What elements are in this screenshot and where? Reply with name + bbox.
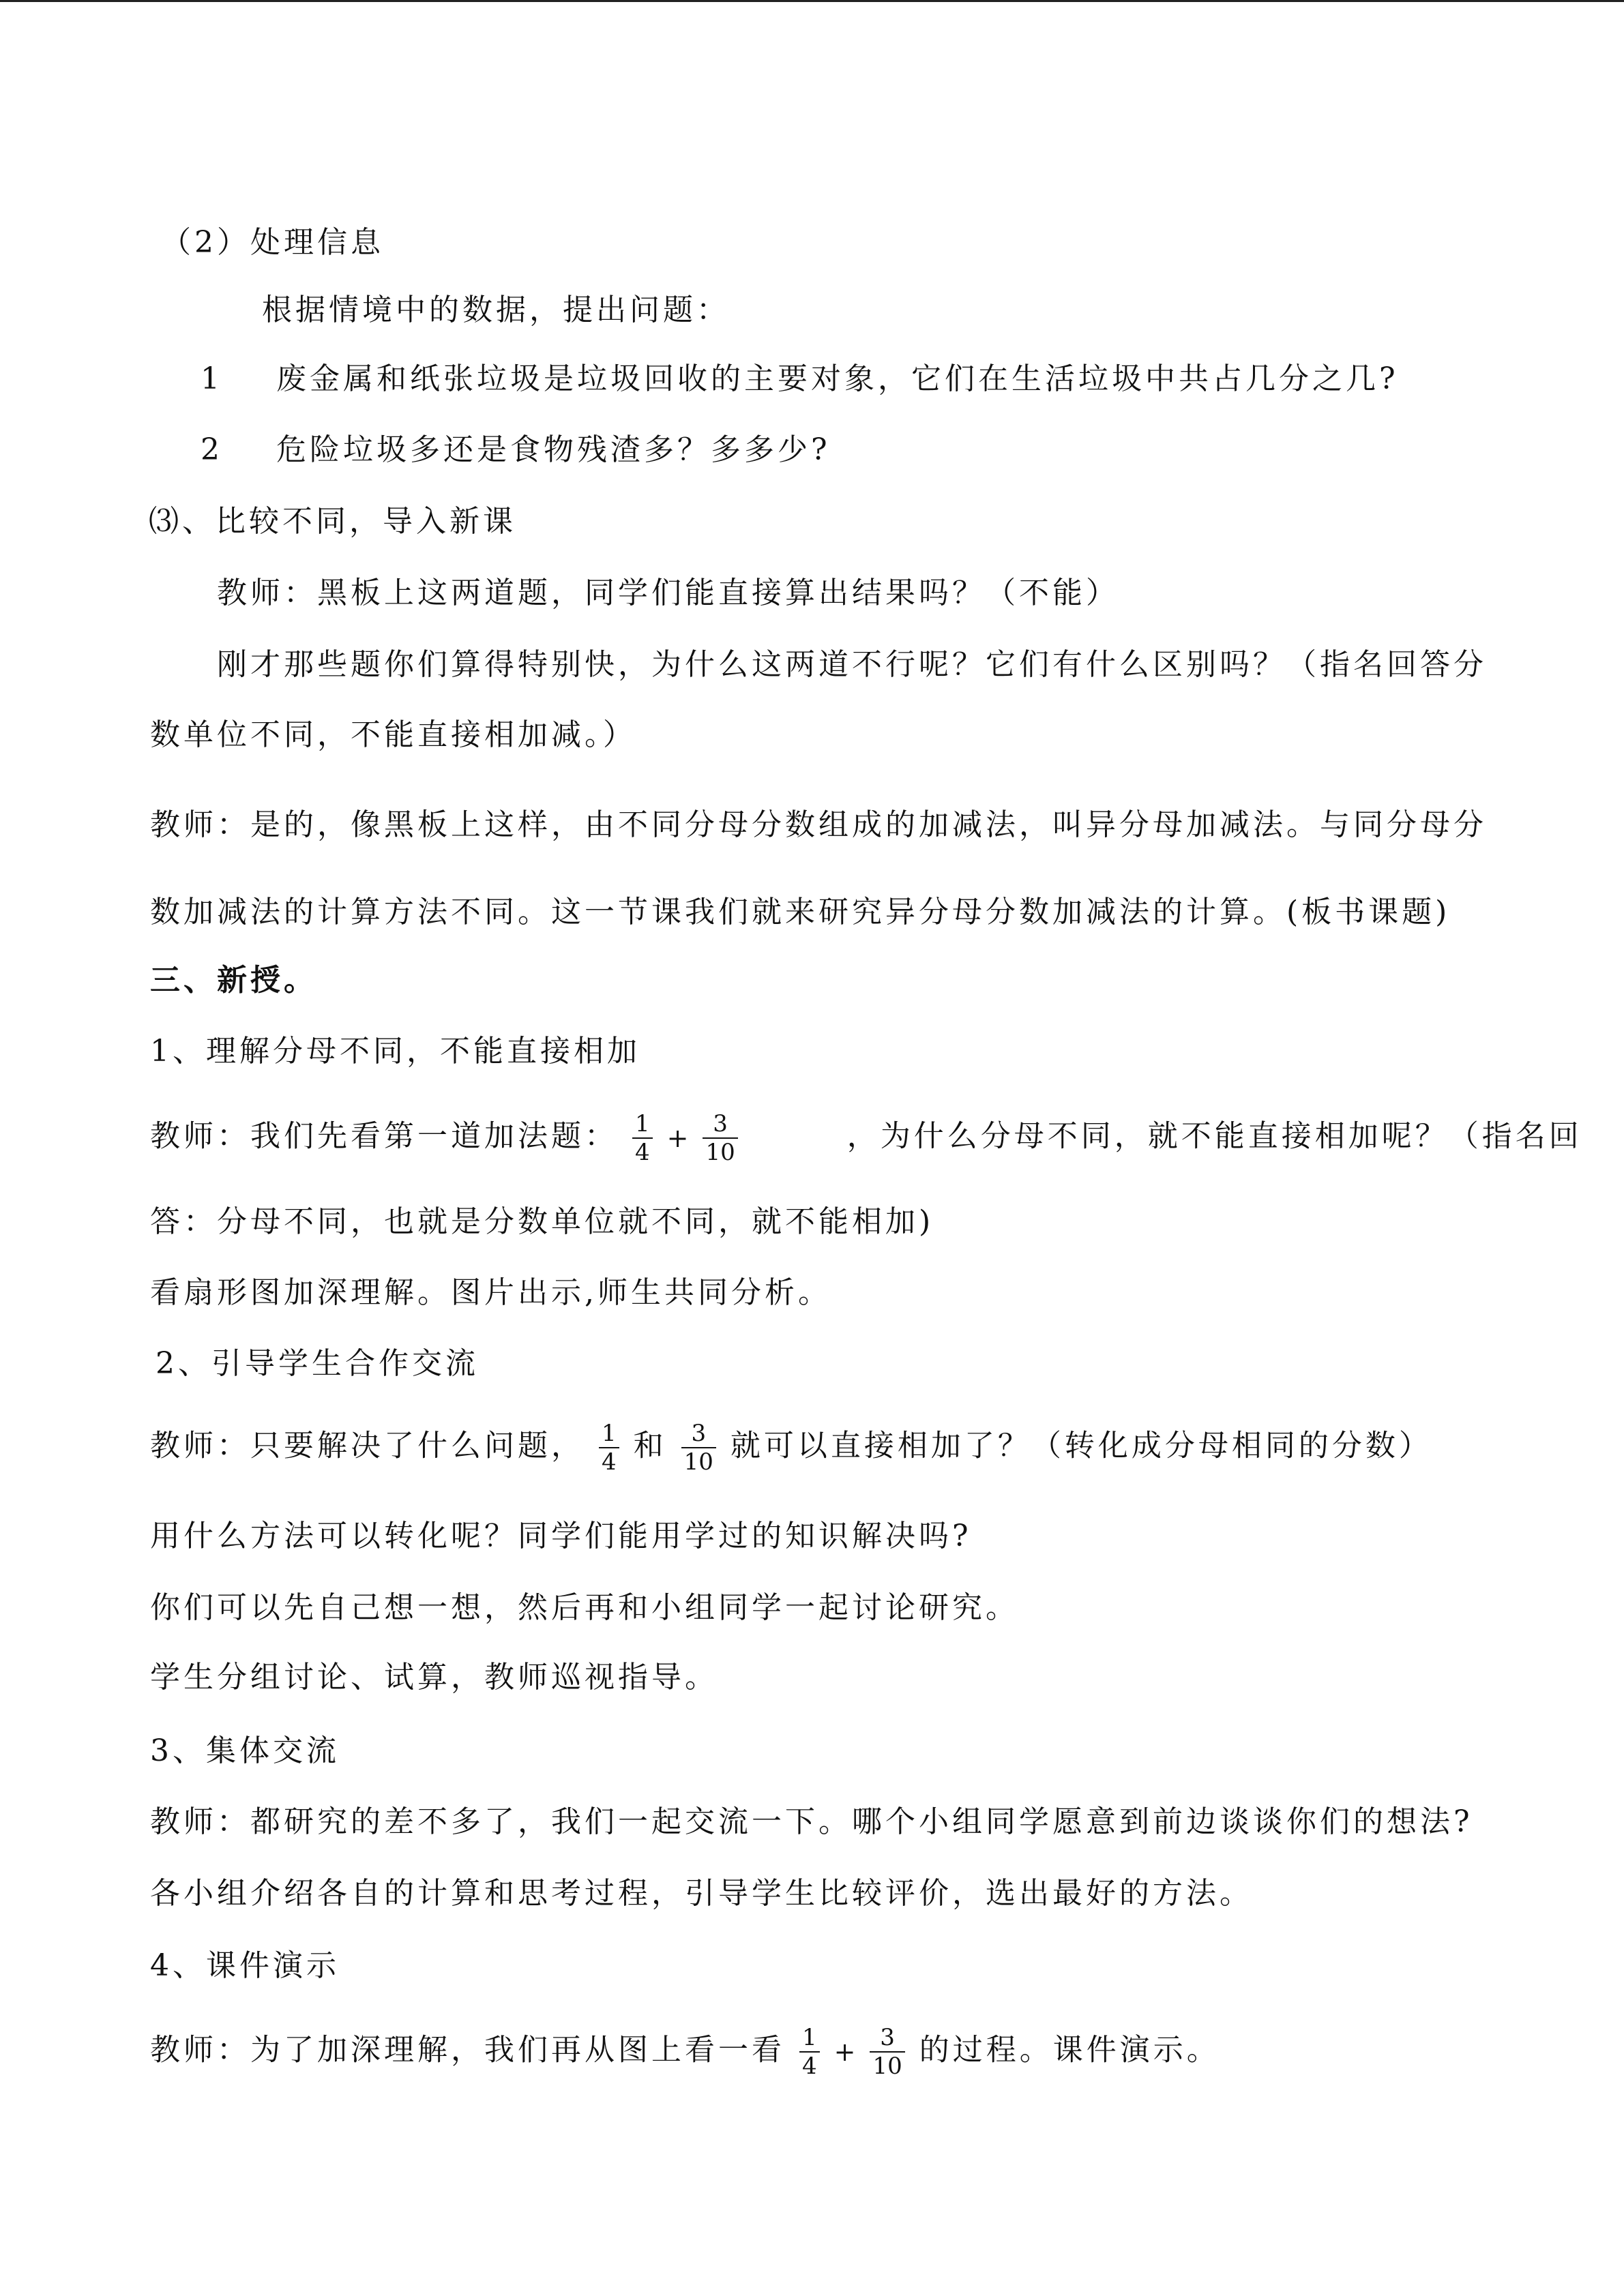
subsection-4-title: 4、课件演示 xyxy=(150,1948,340,1983)
subsection-3-line-1: 教师：都研究的差不多了，我们一起交流一下。哪个小组同学愿意到前边谈谈你们的想法? xyxy=(150,1804,1473,1839)
question-1-number: 1 xyxy=(201,361,223,396)
question-2-number: 2 xyxy=(201,432,223,467)
new-lesson-heading: 三、新授。 xyxy=(150,963,317,998)
fraction-denominator: 4 xyxy=(635,1139,650,1166)
follow-up-question-line-1: 刚才那些题你们算得特别快，为什么这两道不行呢？它们有什么区别吗？（指名回答分 xyxy=(217,647,1487,682)
fraction-denominator: 10 xyxy=(705,1139,735,1166)
teacher-question-blackboard: 教师：黑板上这两道题，同学们能直接算出结果吗？（不能） xyxy=(217,576,1119,610)
subsection-2-teacher-line xyxy=(150,1420,1432,1476)
subsection-1-teacher-text-before: 教师：我们先看第一道加法题： xyxy=(150,1118,618,1154)
plus-sign: + xyxy=(833,2037,856,2067)
subsection-3-line-2: 各小组介绍各自的计算和思考过程，引导学生比较评价，选出最好的方法。 xyxy=(150,1876,1253,1911)
fraction-numerator: 1 xyxy=(799,2024,820,2053)
subsection-2-title: 2、引导学生合作交流 xyxy=(156,1346,479,1381)
subsection-2-line-3: 你们可以先自己想一想，然后再和小组同学一起讨论研究。 xyxy=(150,1590,1019,1625)
plus-sign: + xyxy=(666,1123,689,1153)
fraction-three-tenths xyxy=(681,1420,716,1476)
fraction-numerator: 3 xyxy=(681,1420,716,1448)
question-1 xyxy=(201,359,1399,400)
fraction-denominator: 4 xyxy=(602,1448,617,1476)
fraction-one-quarter xyxy=(799,2024,820,2080)
questions-intro: 根据情境中的数据，提出问题： xyxy=(262,293,730,327)
subsection-1-answer: 答：分母不同，也就是分数单位就不同，就不能相加) xyxy=(150,1204,934,1239)
teacher-explanation-line-1: 教师：是的，像黑板上这样，由不同分母分数组成的加减法，叫异分母加减法。与同分母分 xyxy=(150,807,1487,842)
fraction-numerator: 3 xyxy=(870,2024,904,2053)
subsection-1-teacher-text-after: ，为什么分母不同，就不能直接相加呢？（指名回 xyxy=(846,1118,1582,1154)
question-2 xyxy=(201,430,831,471)
subsection-2-teacher-text-before: 教师：只要解决了什么问题， xyxy=(150,1428,585,1463)
section-heading-process-info: （2）处理信息 xyxy=(161,225,384,260)
fraction-numerator: 1 xyxy=(632,1110,653,1139)
fraction-three-tenths xyxy=(870,2024,904,2080)
subsection-1-teacher-line xyxy=(150,1110,1582,1166)
fraction-numerator: 3 xyxy=(703,1110,737,1139)
fraction-one-quarter xyxy=(599,1420,619,1476)
conjunction-and: 和 xyxy=(633,1428,667,1463)
subsection-2-teacher-text-after: 就可以直接相加了？（转化成分母相同的分数） xyxy=(730,1428,1432,1463)
subsection-1-title: 1、理解分母不同，不能直接相加 xyxy=(150,1034,640,1069)
subsection-3-title: 3、集体交流 xyxy=(150,1733,340,1768)
follow-up-question-line-2: 数单位不同，不能直接相加减。） xyxy=(150,717,636,752)
fraction-numerator: 1 xyxy=(599,1420,619,1448)
fraction-one-quarter xyxy=(632,1110,653,1166)
subsection-4-teacher-text-before: 教师：为了加深理解，我们再从图上看一看 xyxy=(150,2032,785,2068)
subsection-2-line-4: 学生分组讨论、试算，教师巡视指导。 xyxy=(150,1660,718,1695)
subsection-1-visual-note: 看扇形图加深理解。图片出示,师生共同分析。 xyxy=(150,1275,831,1310)
teacher-explanation-line-2: 数加减法的计算方法不同。这一节课我们就来研究异分母分数加减法的计算。(板书课题) xyxy=(150,895,1451,929)
section-heading-compare: ⑶、比较不同，导入新课 xyxy=(149,504,516,539)
fraction-three-tenths xyxy=(703,1110,737,1166)
subsection-4-teacher-text-after: 的过程。课件演示。 xyxy=(919,2032,1220,2068)
subsection-2-line-2: 用什么方法可以转化呢？同学们能用学过的知识解决吗? xyxy=(150,1519,972,1553)
fraction-denominator: 10 xyxy=(872,2053,902,2080)
subsection-4-teacher-line xyxy=(150,2024,1220,2080)
question-2-text: 危险垃圾多还是食物残渣多？多多少? xyxy=(276,432,831,467)
top-border-line xyxy=(0,0,1624,2)
question-1-text: 废金属和纸张垃圾是垃圾回收的主要对象，它们在生活垃圾中共占几分之几? xyxy=(276,361,1399,396)
fraction-denominator: 4 xyxy=(802,2053,817,2080)
fraction-denominator: 10 xyxy=(683,1448,713,1476)
